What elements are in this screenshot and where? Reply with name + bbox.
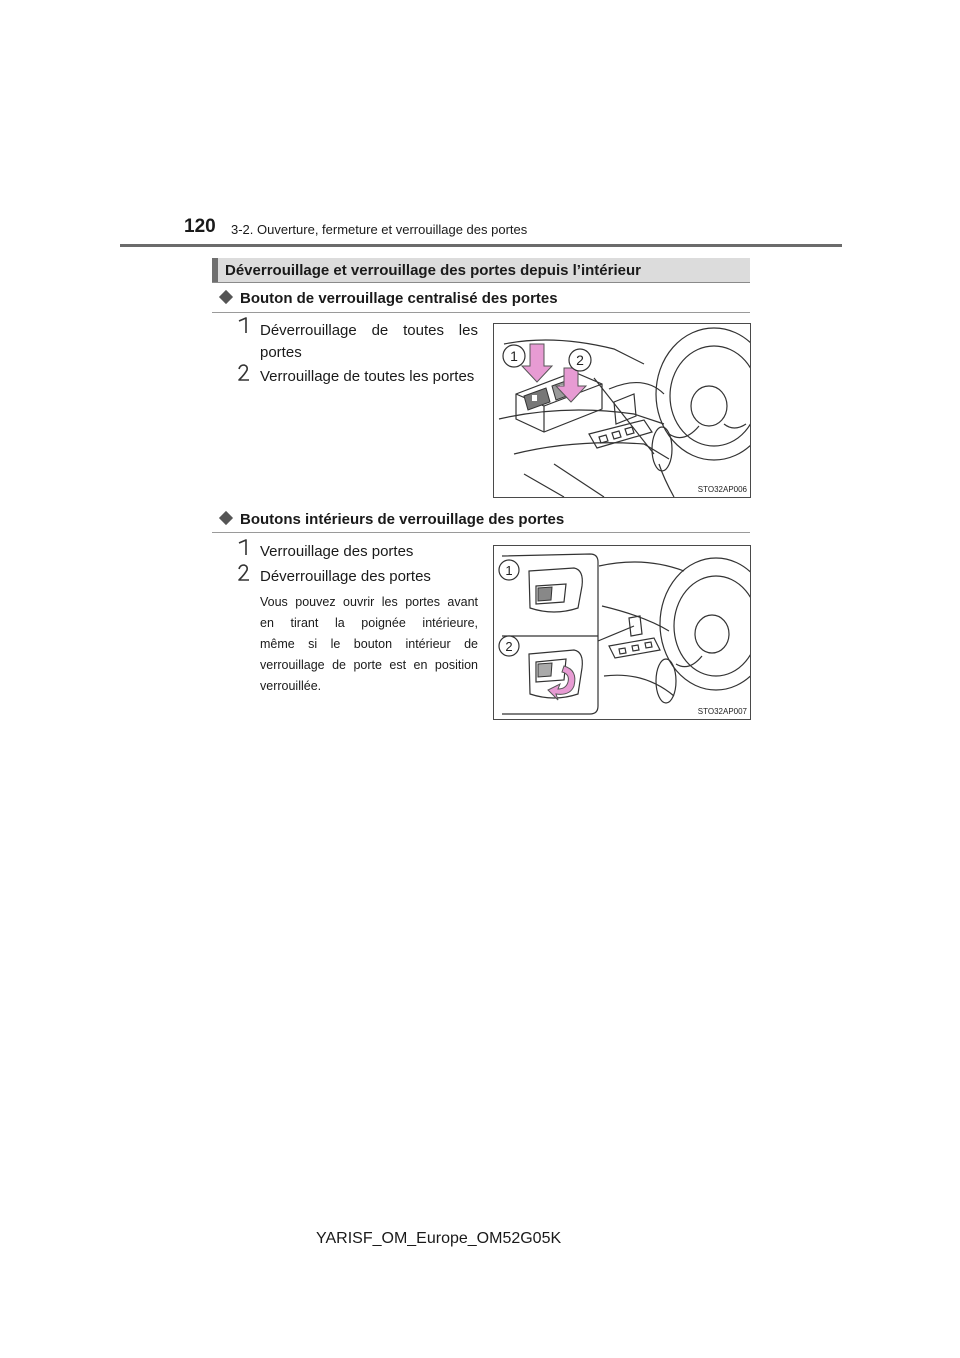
step-number-2-icon	[237, 564, 251, 582]
callout-2-label: 2	[576, 352, 584, 368]
note-paragraph	[260, 592, 478, 697]
note-line: verrouillée.	[260, 679, 322, 693]
pink-arrow-icon	[522, 344, 552, 382]
step-2-text: Verrouillage de toutes les portes	[260, 368, 475, 385]
subsection-heading-inside-lock	[218, 511, 564, 528]
subsection-divider	[212, 532, 750, 533]
diamond-bullet-icon	[219, 511, 233, 525]
step-number-1-icon	[237, 539, 251, 557]
figure-code: STO32AP006	[697, 485, 747, 494]
note-line: même si le bouton intérieur de	[260, 637, 478, 651]
pink-curved-arrow-icon	[548, 666, 575, 700]
central-lock-drawing	[494, 324, 750, 497]
document-code: YARISF_OM_Europe_OM52G05K	[316, 1230, 562, 1247]
note-line: en tirant la poignée intérieure,	[260, 616, 478, 630]
step-number-2-icon	[237, 364, 251, 382]
subsection-heading-central-lock	[218, 290, 558, 307]
step-2-text: Déverrouillage des portes	[260, 568, 431, 585]
page-number: 120	[184, 216, 216, 237]
inside-lock-drawing	[494, 546, 750, 719]
step-1-text-line1: Déverrouillage de toutes les	[260, 322, 478, 339]
callout-2-label: 2	[505, 639, 513, 654]
subsection-divider	[212, 312, 750, 313]
step-1-text-line2: portes	[260, 344, 302, 361]
section-bar-accent	[212, 258, 218, 282]
note-line: Vous pouvez ouvrir les portes avant	[260, 595, 478, 609]
subsection-heading-text: Boutons intérieurs de verrouillage des portes	[240, 511, 565, 528]
subsection-heading-text: Bouton de verrouillage centralisé des portes	[240, 290, 558, 307]
header-divider	[120, 244, 842, 247]
chapter-title: 3-2. Ouverture, fermeture et verrouillage des portes	[231, 222, 528, 237]
callout-1-label: 1	[505, 563, 513, 578]
step-1-text: Verrouillage des portes	[260, 543, 414, 560]
step-number-1-icon	[237, 317, 251, 335]
central-lock-switch-illustration	[493, 323, 751, 498]
inside-lock-button-illustration	[493, 545, 751, 720]
section-title: Déverrouillage et verrouillage des portes depuis l’intérieur	[225, 262, 641, 279]
callout-1-label: 1	[510, 348, 518, 364]
section-title-bar	[212, 258, 750, 283]
diamond-bullet-icon	[219, 290, 233, 304]
note-line: verrouillage de porte est en position	[260, 658, 478, 672]
figure-code: STO32AP007	[697, 707, 747, 716]
